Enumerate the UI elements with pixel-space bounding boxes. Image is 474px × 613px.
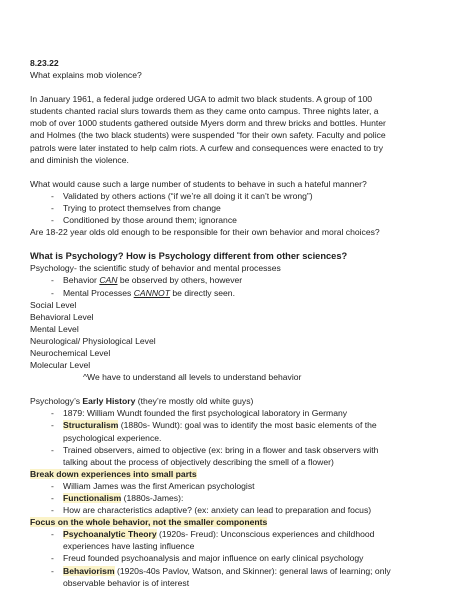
levels-note: ^We have to understand all levels to understand behavior: [83, 372, 302, 383]
emphasis-can: CAN: [99, 275, 118, 286]
note-date: 8.23.22: [30, 58, 59, 68]
level-item: Neurological/ Physiological Level: [30, 335, 156, 346]
bullet-dash: -: [51, 287, 54, 298]
notes-content: [30, 57, 448, 589]
level-item: Neurochemical Level: [30, 347, 111, 358]
structuralism-term: Structuralism: [63, 420, 119, 431]
bullet-dash: -: [51, 553, 54, 564]
list-item: - Validated by others actions (“if we’re all doing it it can’t be wrong”): [51, 190, 313, 201]
paragraph-line: students chanted racial slurs towards them as they came onto campus. Three nights later, a: [30, 106, 379, 117]
list-item: - Trying to protect themselves from change: [51, 202, 221, 213]
bullet-dash: -: [51, 444, 54, 455]
behaviorism-term: Behaviorism: [63, 565, 115, 576]
bullet-dash: -: [51, 215, 54, 226]
paragraph-line: mob of over 1000 students gathered outside Myers dorm and threw bricks and bottles. Hunter: [30, 118, 386, 129]
list-item: - Conditioned by those around them; ignorance: [51, 215, 237, 226]
functionalism-term: Functionalism: [63, 493, 122, 503]
list-item: - Behavior CAN be observed by others, however: [51, 275, 243, 286]
level-item: Molecular Level: [30, 360, 91, 371]
levels-list: [30, 299, 448, 372]
list-item: - Freud founded psychoanalysis and major influence on early clinical psychology: [51, 553, 364, 564]
mob-violence-paragraph: [30, 93, 448, 166]
bullet-dash: -: [51, 529, 54, 540]
bullet-dash: -: [51, 202, 54, 213]
paragraph-line: patrols were later instated to help calm riots. A curfew and consequences were enacted to try: [30, 142, 384, 153]
bullet-dash: -: [51, 565, 54, 576]
cause-question: What would cause such a large number of students to behave in such a hateful manner?: [30, 178, 367, 189]
breakdown-heading: Break down experiences into small parts: [30, 468, 197, 479]
bullet-dash: -: [51, 420, 54, 431]
bullet-dash: -: [51, 408, 54, 419]
opening-question: What explains mob violence?: [30, 70, 142, 81]
causes-list: [30, 190, 448, 226]
bullet-dash: -: [51, 493, 54, 503]
list-item: - Psychoanalytic Theory (1920s- Freud): Unconscious experiences and childhood experiences have lasting influence: [51, 529, 375, 552]
bullet-dash: -: [51, 480, 54, 491]
list-item: - William James was the first American psychologist: [51, 480, 255, 491]
level-item: Mental Level: [30, 323, 79, 334]
paragraph-line: and Holmes (the two black students) were suspended “for their own safety. Faculty and police: [30, 130, 386, 141]
list-item: - Structuralism (1880s- Wundt): goal was to identify the most basic elements of the psychological experience.: [51, 420, 377, 443]
list-item: - Behaviorism (1920s-40s Pavlov, Watson, and Skinner): general laws of learning; only observable behavior is of interest: [51, 565, 391, 588]
emphasis-cannot: CANNOT: [133, 287, 170, 298]
bullet-dash: -: [51, 275, 54, 286]
age-question: Are 18-22 year olds old enough to be responsible for their own behavior and moral choices?: [30, 227, 380, 238]
list-item: - Trained observers, aimed to objective (ex: bring in a flower and task observers with talking about the process of objectively describing the smell of a flower): [51, 444, 379, 467]
list-item: - 1879: William Wundt founded the first psychological laboratory in Germany: [51, 408, 348, 419]
bullet-dash: -: [51, 190, 54, 201]
paragraph-line: and diminish the violence.: [30, 154, 129, 165]
psychology-definition: Psychology- the scientific study of behavior and mental processes: [30, 263, 281, 274]
list-item: - How are characteristics adaptive? (ex: anxiety can lead to preparation and focus): [51, 505, 372, 516]
level-item: Social Level: [30, 299, 77, 310]
early-history-line: Psychology’s Early History (they’re mostly old white guys): [30, 396, 254, 407]
focus-heading: Focus on the whole behavior, not the smaller components: [30, 517, 268, 528]
level-item: Behavioral Level: [30, 311, 94, 322]
early-history-label: Early History: [82, 396, 136, 407]
list-item: - Mental Processes CANNOT be directly seen.: [51, 287, 235, 298]
paragraph-line: In January 1961, a federal judge ordered UGA to admit two black students. A group of 100: [30, 94, 373, 105]
list-item: - Functionalism (1880s-James):: [51, 493, 184, 503]
psychoanalytic-theory-term: Psychoanalytic Theory: [63, 529, 157, 540]
psychology-heading: What is Psychology? How is Psychology different from other sciences?: [30, 251, 348, 262]
bullet-dash: -: [51, 505, 54, 516]
